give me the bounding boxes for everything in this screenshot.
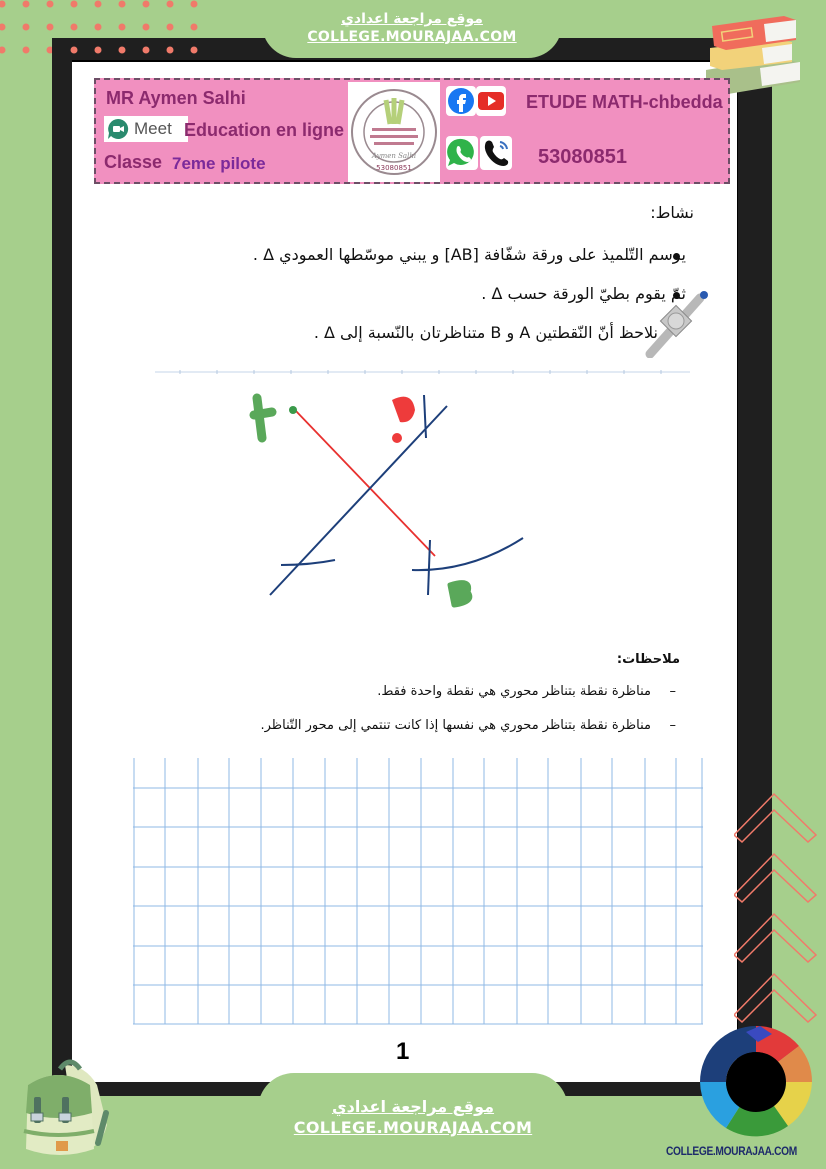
whatsapp-link[interactable] [446,136,478,170]
brand-logo-text[interactable]: COLLEGE.MOURAJAA.COM [666,1144,797,1158]
facebook-icon [446,86,476,116]
squared-grid-area[interactable] [133,758,703,1025]
svg-text:Aymen Salhi: Aymen Salhi [371,152,417,160]
activity-title: نشاط: [650,203,694,222]
meet-description: Education en ligne [184,120,345,140]
point-a-label [254,398,272,438]
svg-text:53080851: 53080851 [376,164,412,172]
segment-ab [295,410,435,556]
remarks-title: ملاحظات: [616,652,680,667]
point-b-label [450,583,470,605]
youtube-icon [476,86,506,116]
brand-wheel-logo[interactable] [696,1022,816,1138]
ruler-line [155,370,690,374]
youtube-link[interactable] [476,86,506,116]
site-banner-arabic: موقع مراجعة اعدادي [331,1097,495,1116]
teacher-name: MR Aymen Salhi [106,88,246,108]
chevron-decoration [734,790,820,1030]
class-value: 7eme pilote [172,154,266,173]
backpack-illustration [10,1055,115,1160]
dash-icon: – [669,684,676,699]
activity-item-1: يرسم التّلميذ على ورقة شفّافة [AB] و يبني موسّطها العمودي Δ . [252,245,686,264]
activity-conclusion: نلاحظ أنّ النّقطتين A و B متناظرتان بالنّسبة إلى Δ . [313,323,658,342]
google-meet-badge [104,116,188,142]
delta-label [392,397,415,423]
perpendicular-bisector-drawing [150,380,700,620]
remark-item-1: مناظرة نقطة بتناظر محوري هي نقطة واحدة فقط. [377,684,651,699]
page-name: ETUDE MATH-chbedda [526,92,723,112]
whatsapp-icon [446,136,478,170]
school-stamp-logo [348,82,440,182]
facebook-link[interactable] [446,86,476,116]
stamp-icon [348,82,440,182]
decorative-dots-row [0,44,210,56]
page-number: 1 [396,1038,410,1065]
site-banner-bottom[interactable] [258,1073,568,1169]
site-banner-arabic: موقع مراجعة اعدادي [341,11,483,27]
site-banner-url[interactable]: COLLEGE.MOURAJAA.COM [293,1118,533,1137]
phone-link[interactable] [480,136,512,170]
activity-item-2: ثمّ يقوم بطيّ الورقة حسب Δ . [481,284,686,303]
remark-item-2: مناظرة نقطة بتناظر محوري هي نفسها إذا كانت تنتمي إلى محور التّناظر. [260,718,651,733]
phone-number: 53080851 [538,146,627,168]
compass-pen-icon [640,288,715,358]
bisector-delta [270,406,447,595]
class-label: Classe [104,152,163,172]
meet-label: Meet [134,119,172,138]
site-banner-top[interactable] [262,0,562,58]
site-banner-url[interactable]: COLLEGE.MOURAJAA.COM [307,29,517,45]
phone-icon [480,136,512,170]
google-meet-icon [107,118,129,140]
dash-icon: – [669,718,676,733]
teacher-header-card [94,78,730,184]
